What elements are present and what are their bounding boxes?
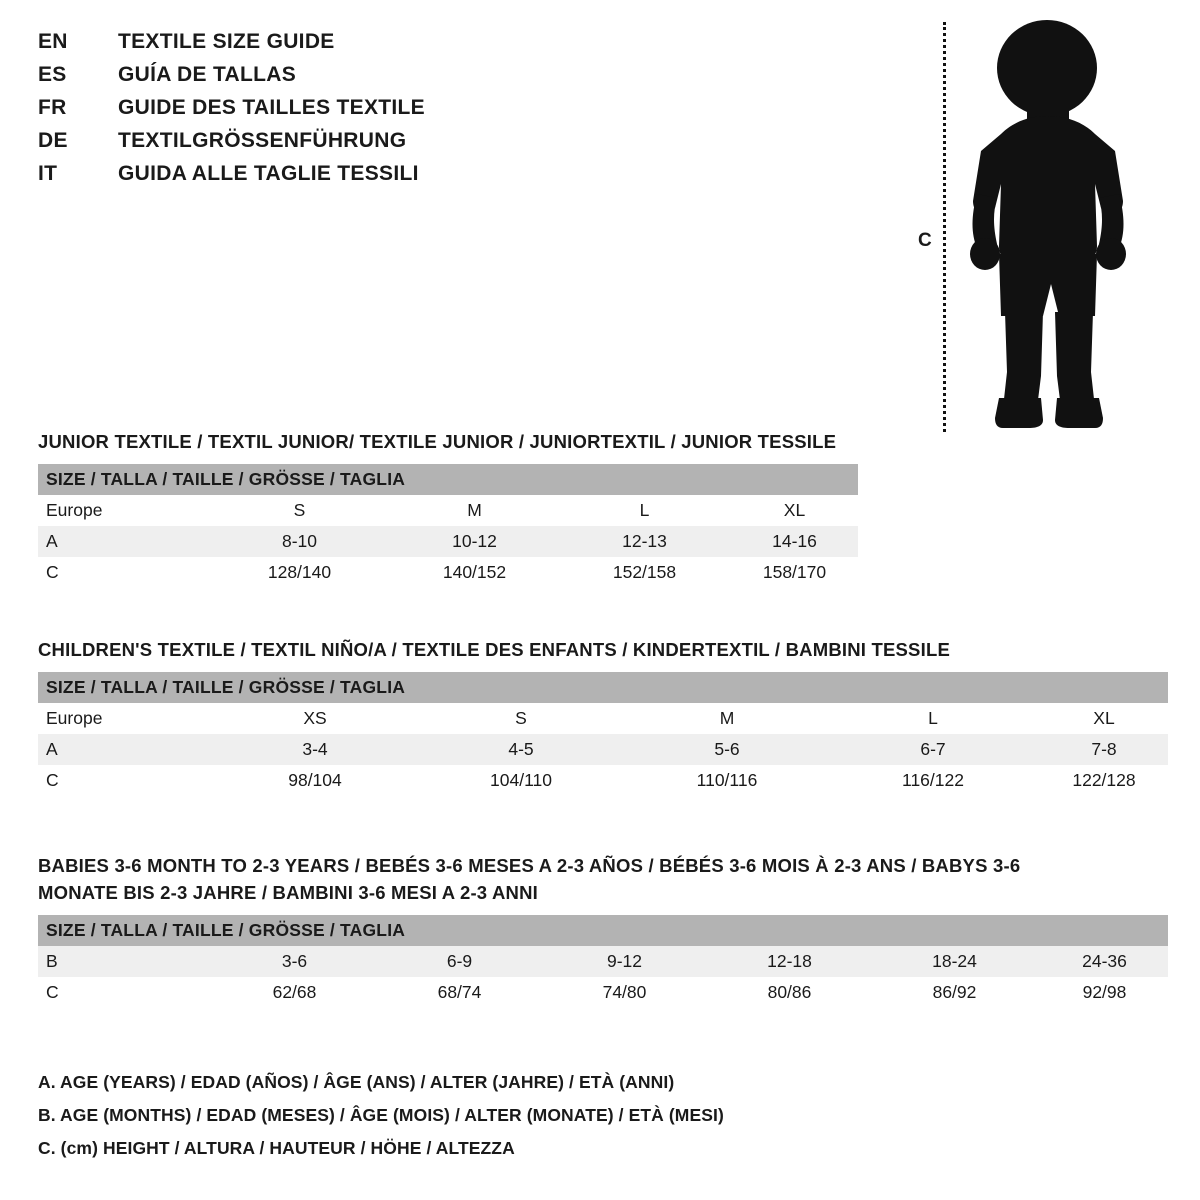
table-cell: 3-4	[208, 734, 414, 765]
table-cell: 24-36	[1033, 946, 1168, 977]
language-code: DE	[38, 129, 68, 152]
table-row	[38, 526, 858, 557]
size-header-cell: L	[826, 703, 1032, 734]
table-cell: 86/92	[868, 977, 1033, 1008]
size-header-cell: M	[620, 703, 826, 734]
height-dotted-line	[943, 22, 946, 432]
row-label: C	[38, 557, 208, 588]
table-cell: 98/104	[208, 765, 414, 796]
language-row	[38, 96, 578, 129]
table-cell: 6-9	[373, 946, 538, 977]
language-code: IT	[38, 162, 58, 185]
table-band-header	[38, 915, 1168, 946]
table-cell: 74/80	[538, 977, 703, 1008]
section-title: CHILDREN'S TEXTILE / TEXTIL NIÑO/A / TEXTILE DES ENFANTS / KINDERTEXTIL / BAMBINI TESSILE	[38, 639, 950, 660]
table-cell: 7-8	[1032, 734, 1168, 765]
language-code: FR	[38, 96, 67, 119]
band-label: SIZE / TALLA / TAILLE / GRÖSSE / TAGLIA	[38, 915, 1168, 946]
table-cell: 152/158	[558, 557, 723, 588]
section-title: JUNIOR TEXTILE / TEXTIL JUNIOR/ TEXTILE JUNIOR / JUNIORTEXTIL / JUNIOR TESSILE	[38, 431, 837, 452]
size-header-cell: S	[414, 703, 620, 734]
section-junior-textile	[38, 428, 858, 588]
child-silhouette-icon	[955, 16, 1145, 436]
table-cell: 10-12	[383, 526, 558, 557]
table-row	[38, 495, 858, 526]
row-label: B	[38, 946, 208, 977]
table-cell: 80/86	[703, 977, 868, 1008]
size-header-cell: M	[383, 495, 558, 526]
table-row	[38, 765, 1168, 796]
row-label-europe: Europe	[38, 703, 208, 734]
height-measure-figure	[900, 10, 1160, 430]
language-code: ES	[38, 63, 67, 86]
table-cell: 110/116	[620, 765, 826, 796]
language-title: GUÍA DE TALLAS	[118, 63, 297, 86]
size-table-babies	[38, 915, 1168, 1008]
table-cell: 68/74	[373, 977, 538, 1008]
language-row	[38, 63, 578, 96]
language-row	[38, 30, 578, 63]
language-title: GUIDA ALLE TAGLIE TESSILI	[118, 162, 419, 185]
table-row	[38, 977, 1168, 1008]
table-row	[38, 703, 1168, 734]
size-header-cell: S	[208, 495, 383, 526]
table-row	[38, 734, 1168, 765]
table-cell: 128/140	[208, 557, 383, 588]
table-cell: 8-10	[208, 526, 383, 557]
language-title-block	[38, 30, 578, 195]
size-header-cell: L	[558, 495, 723, 526]
table-cell: 6-7	[826, 734, 1032, 765]
row-label: A	[38, 526, 208, 557]
band-label: SIZE / TALLA / TAILLE / GRÖSSE / TAGLIA	[38, 672, 1168, 703]
language-title: TEXTILGRÖSSENFÜHRUNG	[118, 129, 407, 152]
size-table-children	[38, 672, 1168, 796]
table-cell: 18-24	[868, 946, 1033, 977]
language-title: GUIDE DES TAILLES TEXTILE	[118, 96, 425, 119]
table-cell: 9-12	[538, 946, 703, 977]
table-cell: 4-5	[414, 734, 620, 765]
section-babies-textile	[38, 852, 1168, 1008]
table-cell: 158/170	[723, 557, 858, 588]
row-label: A	[38, 734, 208, 765]
section-title: BABIES 3-6 MONTH TO 2-3 YEARS / BEBÉS 3-6 MESES A 2-3 AÑOS / BÉBÉS 3-6 MOIS À 2-3 ANS / BABYS 3-6 MONATE BIS 2-3 JAHRE / BAMBINI 3-6 MESI A 2-3 ANNI	[38, 855, 1021, 903]
table-cell: 3-6	[208, 946, 373, 977]
language-row	[38, 162, 578, 195]
table-row	[38, 946, 1168, 977]
band-label: SIZE / TALLA / TAILLE / GRÖSSE / TAGLIA	[38, 464, 858, 495]
table-band-header	[38, 464, 858, 495]
table-cell: 140/152	[383, 557, 558, 588]
language-row	[38, 129, 578, 162]
language-code: EN	[38, 30, 68, 53]
measure-label-c: C	[918, 230, 932, 251]
legend-line-c: C. (cm) HEIGHT / ALTURA / HAUTEUR / HÖHE / ALTEZZA	[38, 1138, 515, 1158]
table-cell: 104/110	[414, 765, 620, 796]
language-title: TEXTILE SIZE GUIDE	[118, 30, 335, 53]
table-band-header	[38, 672, 1168, 703]
table-cell: 122/128	[1032, 765, 1168, 796]
table-cell: 62/68	[208, 977, 373, 1008]
size-table-junior	[38, 464, 858, 588]
table-cell: 12-18	[703, 946, 868, 977]
table-cell: 12-13	[558, 526, 723, 557]
size-header-cell: XL	[1032, 703, 1168, 734]
row-label: C	[38, 765, 208, 796]
legend-line-b: B. AGE (MONTHS) / EDAD (MESES) / ÂGE (MOIS) / ALTER (MONATE) / ETÀ (MESI)	[38, 1105, 724, 1125]
table-cell: 5-6	[620, 734, 826, 765]
legend-line-a: A. AGE (YEARS) / EDAD (AÑOS) / ÂGE (ANS) / ALTER (JAHRE) / ETÀ (ANNI)	[38, 1072, 675, 1092]
row-label: C	[38, 977, 208, 1008]
size-header-cell: XS	[208, 703, 414, 734]
table-cell: 14-16	[723, 526, 858, 557]
row-label-europe: Europe	[38, 495, 208, 526]
legend-block	[38, 1066, 724, 1165]
table-cell: 92/98	[1033, 977, 1168, 1008]
table-row	[38, 557, 858, 588]
table-cell: 116/122	[826, 765, 1032, 796]
section-children-textile	[38, 636, 1168, 796]
size-header-cell: XL	[723, 495, 858, 526]
